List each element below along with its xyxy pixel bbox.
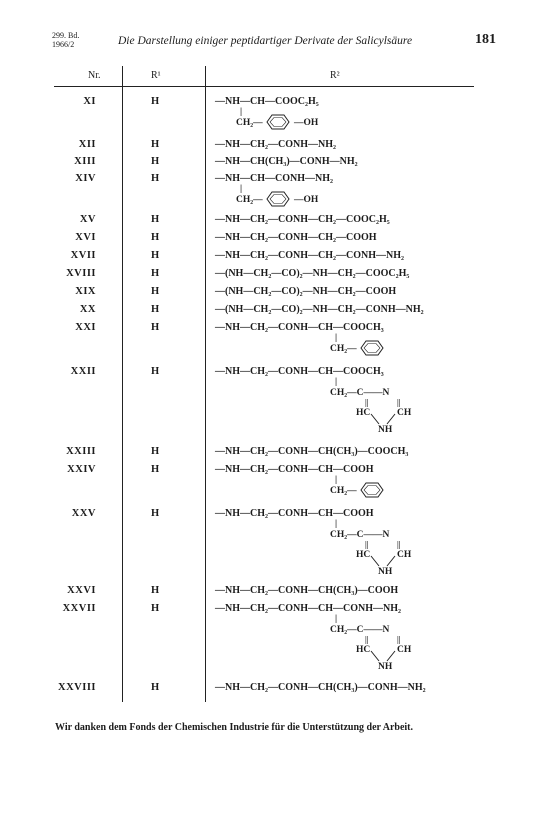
row-number: XXIV: [67, 464, 96, 475]
imidazole-ch: CH: [397, 550, 412, 560]
row-r2: —NH—CH(CH₃)—CONH—NH₂: [215, 156, 358, 167]
row-r2: —NH—CH₂—CONH—CH₂—CONH—NH₂: [215, 250, 404, 261]
bond-line: |: [335, 475, 338, 485]
double-bond: ||: [365, 398, 369, 407]
row-r2: —(NH—CH₂—CO)₂—NH—CH₂—COOH: [215, 286, 397, 297]
row-r2: —(NH—CH₂—CO)₂—NH—CH₂—CONH—NH₂: [215, 304, 424, 315]
row-number: XIV: [75, 173, 96, 184]
row-r1: H: [151, 585, 160, 596]
imidazole-hc: HC: [356, 550, 371, 560]
imidazole-hc: HC: [356, 408, 371, 418]
imidazole-ch: CH: [397, 645, 412, 655]
row-r2: —NH—CH—CONH—NH₂: [215, 173, 333, 184]
row-r1: H: [151, 508, 160, 519]
year-line: 1966/2: [52, 40, 75, 49]
substituent: CH₂—C——N: [330, 530, 390, 540]
volume-line: 299. Bd.: [52, 31, 80, 40]
row-r1: H: [151, 214, 160, 225]
row-number: XXVII: [62, 603, 96, 614]
row-r1: H: [151, 96, 160, 107]
column-header-nr: Nr.: [88, 70, 101, 81]
row-r2: —NH—CH—COOC₂H₅: [215, 96, 319, 107]
benzene-ring-icon: [262, 114, 294, 130]
substituent: CH₂—: [330, 486, 357, 496]
row-number: XVIII: [66, 268, 96, 279]
row-number: XVII: [70, 250, 96, 261]
row-number: XXVIII: [57, 682, 96, 693]
row-r1: H: [151, 366, 160, 377]
imidazole-nh: NH: [378, 425, 393, 435]
double-bond: ||: [397, 635, 401, 644]
row-r2: —NH—CH₂—CONH—CH₂—COOC₂H₅: [215, 214, 390, 225]
double-bond: ||: [365, 540, 369, 549]
row-r2: —NH—CH₂—CONH—CH—CONH—NH₂: [215, 603, 401, 614]
row-r2: —NH—CH₂—CONH—NH₂: [215, 139, 336, 150]
row-number: XVI: [75, 232, 96, 243]
row-r2: —NH—CH₂—CONH—CH₂—COOH: [215, 232, 377, 243]
row-number: XII: [78, 139, 96, 150]
row-r1: H: [151, 322, 160, 333]
bond-line: |: [240, 184, 243, 194]
row-r2: —NH—CH₂—CONH—CH(CH₃)—COOH: [215, 585, 399, 596]
row-r1: H: [151, 464, 160, 475]
imidazole-nh: NH: [378, 567, 393, 577]
row-r2: —NH—CH₂—CONH—CH(CH₃)—CONH—NH₂: [215, 682, 426, 693]
row-r1: H: [151, 250, 160, 261]
row-r2: —NH—CH₂—CONH—CH—COOH: [215, 464, 374, 475]
row-number: XX: [79, 304, 96, 315]
row-r2: —NH—CH₂—CONH—CH—COOCH₃: [215, 322, 384, 333]
row-number: XV: [79, 214, 96, 225]
bond-line: |: [335, 519, 338, 529]
row-r2: —NH—CH₂—CONH—CH—COOCH₃: [215, 366, 384, 377]
double-bond: ||: [365, 635, 369, 644]
row-r1: H: [151, 603, 160, 614]
row-number: XXIII: [66, 446, 96, 457]
imidazole-hc: HC: [356, 645, 371, 655]
benzene-ring-icon: [356, 340, 388, 356]
row-number: XIII: [74, 156, 96, 167]
substituent: CH₂—: [236, 195, 263, 205]
row-r2: —NH—CH₂—CONH—CH(CH₃)—COOCH₃: [215, 446, 409, 457]
bond-line: |: [240, 107, 243, 117]
row-number: XXV: [71, 508, 96, 519]
substituent: CH₂—: [236, 118, 263, 128]
row-r1: H: [151, 139, 160, 150]
row-r1: H: [151, 682, 160, 693]
row-r2: —NH—CH₂—CONH—CH—COOH: [215, 508, 374, 519]
column-header-r2: R²: [330, 70, 340, 81]
row-r1: H: [151, 446, 160, 457]
hydroxyl-group: —OH: [294, 118, 319, 128]
acknowledgement: Wir danken dem Fonds der Chemischen Industrie für die Unterstützung der Arbeit.: [55, 722, 413, 733]
hydroxyl-group: —OH: [294, 195, 319, 205]
imidazole-ch: CH: [397, 408, 412, 418]
double-bond: ||: [397, 540, 401, 549]
row-r1: H: [151, 268, 160, 279]
double-bond: ||: [397, 398, 401, 407]
row-r1: H: [151, 156, 160, 167]
imidazole-nh: NH: [378, 662, 393, 672]
row-number: XIX: [75, 286, 96, 297]
column-header-r1: R¹: [151, 70, 161, 81]
running-title: Die Darstellung einiger peptidartiger Derivate der Salicylsäure: [118, 35, 413, 47]
row-number: XXI: [75, 322, 96, 333]
substituent: CH₂—C——N: [330, 388, 390, 398]
column-divider-1: [122, 66, 123, 702]
substituent: CH₂—C——N: [330, 625, 390, 635]
row-r1: H: [151, 286, 160, 297]
substituent: CH₂—: [330, 344, 357, 354]
bond-line: |: [335, 377, 338, 387]
header-rule: [54, 86, 474, 87]
bond-line: |: [335, 614, 338, 624]
column-divider-2: [205, 66, 206, 702]
volume-info: [52, 31, 79, 49]
row-number: XXII: [70, 366, 96, 377]
row-number: XI: [83, 96, 96, 107]
benzene-ring-icon: [356, 482, 388, 498]
row-r1: H: [151, 304, 160, 315]
row-r2: —(NH—CH₂—CO)₂—NH—CH₂—COOC₂H₅: [215, 268, 410, 279]
bond-line: |: [335, 333, 338, 343]
row-r1: H: [151, 173, 160, 184]
row-r1: H: [151, 232, 160, 243]
page-number: 181: [475, 32, 496, 47]
benzene-ring-icon: [262, 191, 294, 207]
row-number: XXVI: [67, 585, 96, 596]
